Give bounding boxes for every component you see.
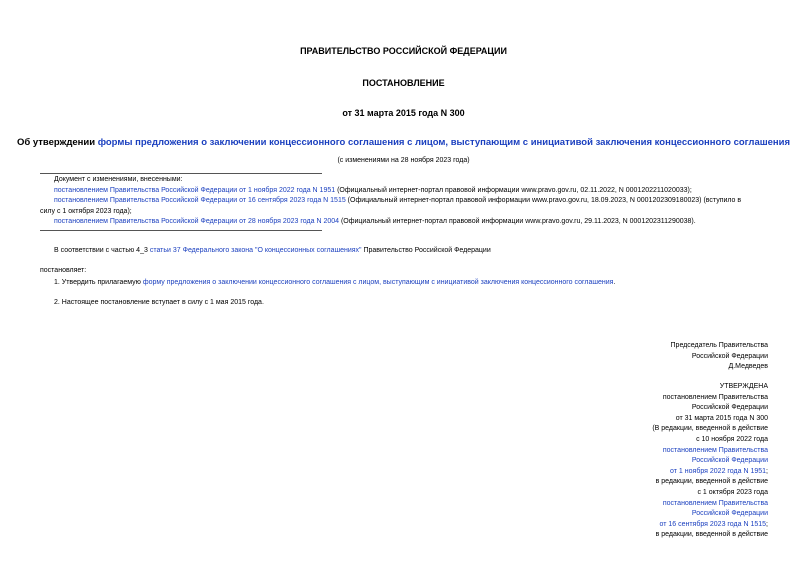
change-link-2[interactable]: постановлением Правительства Российской Федерации от 16 сентября 2023 года N 1515 — [54, 197, 346, 204]
approval-line-2: постановлением Правительства — [662, 393, 768, 401]
signature-block — [671, 341, 768, 373]
approval-link-1a[interactable]: постановлением Правительства — [662, 446, 768, 454]
approval-sep-1: ; — [766, 467, 768, 475]
approval-link-2a[interactable]: постановлением Правительства — [662, 499, 768, 507]
change-text-3: (Официальный интернет-портал правовой информации www.pravo.gov.ru, 29.11.2023, N 0001202311290038). — [339, 218, 696, 225]
approval-line-6: с 10 ноября 2022 года — [696, 435, 768, 443]
changes-intro: Документ с изменениями, внесенными: — [54, 176, 183, 183]
point-1 — [54, 279, 615, 286]
change-item-3 — [54, 217, 774, 228]
approval-block — [652, 382, 768, 541]
approval-link-2b[interactable]: Российской Федерации — [691, 510, 768, 518]
approval-line-14 — [652, 520, 768, 531]
approval-link-2c[interactable]: от 16 сентября 2023 года N 1515 — [659, 520, 767, 528]
approval-link-1b[interactable]: Российской Федерации — [691, 457, 768, 465]
decrees-word: постановляет: — [40, 267, 87, 274]
point-1-suffix: . — [613, 279, 616, 286]
approval-line-5: (В редакции, введенной в действие — [652, 425, 768, 433]
form-link[interactable]: форму предложения о заключении концессионного соглашения с лицом, выступающим с инициативой заключения концессионного соглашения — [142, 279, 614, 286]
preamble — [54, 247, 491, 254]
point-1-prefix: 1. Утвердить прилагаемую — [54, 279, 143, 286]
government-heading: ПРАВИТЕЛЬСТВО РОССИЙСКОЙ ФЕДЕРАЦИИ — [300, 46, 507, 56]
change-item-2-cont: силу с 1 октября 2023 года); — [40, 207, 132, 215]
preamble-prefix: В соответствии с частью 4_3 — [54, 247, 150, 254]
title-prefix: Об утверждении — [16, 137, 98, 148]
approval-line-11: с 1 октября 2023 года — [697, 488, 768, 496]
change-item-1 — [54, 186, 774, 197]
date-number-heading: от 31 марта 2015 года N 300 — [342, 108, 465, 118]
change-link-1[interactable]: постановлением Правительства Российской Федерации от 1 ноября 2022 года N 1951 — [54, 186, 336, 194]
change-link-3[interactable]: постановлением Правительства Российской Федерации от 28 ноября 2023 года N 2004 — [54, 218, 340, 225]
document-title — [0, 137, 807, 148]
divider-bottom — [40, 230, 322, 231]
signature-line-1: Председатель Правительства — [670, 342, 768, 349]
amended-note: (с изменениями на 28 ноября 2023 года) — [337, 157, 470, 164]
approval-line-3: Российской Федерации — [691, 404, 768, 412]
document-type-heading: ПОСТАНОВЛЕНИЕ — [362, 78, 445, 88]
point-2: 2. Настоящее постановление вступает в силу с 1 мая 2015 года. — [54, 299, 264, 306]
signature-line-3: Д.Медведев — [728, 363, 768, 371]
changes-block — [40, 175, 774, 228]
approval-line-1: УТВЕРЖДЕНА — [719, 383, 768, 390]
approval-line-15: в редакции, введенной в действие — [655, 531, 768, 539]
preamble-suffix: Правительство Российской Федерации — [361, 247, 491, 254]
approval-line-10: в редакции, введенной в действие — [655, 478, 768, 486]
approval-line-9 — [652, 467, 768, 478]
change-text-2: (Официальный интернет-портал правовой информации www.pravo.gov.ru, 18.09.2023, N 0001202309180023) (вступило в — [345, 197, 742, 204]
divider-top — [40, 173, 322, 174]
change-item-2 — [54, 196, 774, 207]
approval-link-1c[interactable]: от 1 ноября 2022 года N 1951 — [670, 467, 767, 475]
signature-line-2: Российской Федерации — [691, 352, 768, 360]
change-text-1: (Официальный интернет-портал правовой информации www.pravo.gov.ru, 02.11.2022, N 0001202211020033); — [335, 186, 692, 194]
law-link[interactable]: статьи 37 Федерального закона "О концессионных соглашениях" — [149, 247, 362, 254]
approval-line-4: от 31 марта 2015 года N 300 — [675, 414, 768, 422]
approval-sep-2: ; — [766, 520, 768, 528]
title-link[interactable]: формы предложения о заключении концессионного соглашения с лицом, выступающим с инициативой заключения концессионного соглашения — [97, 137, 791, 148]
